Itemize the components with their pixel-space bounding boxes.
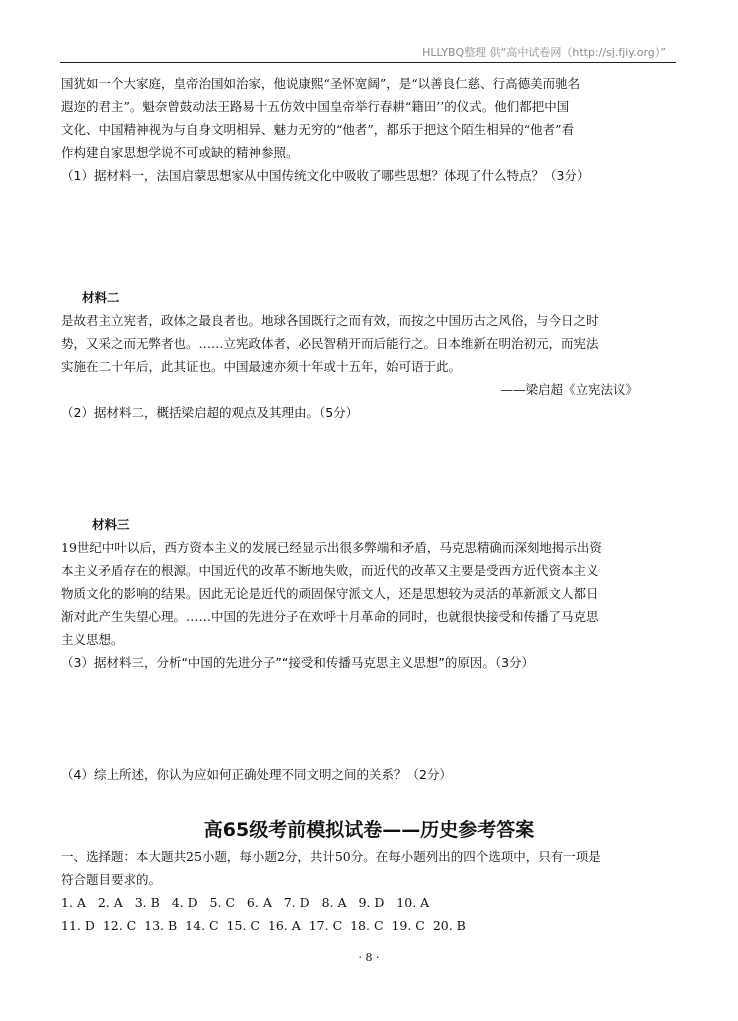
text-line: 势，又采之而无弊者也。……立宪政体者，必民智稍开而后能行之。日本维新在明治初元，而宪法 bbox=[61, 336, 599, 351]
text-line: 国犹如一个大家庭，皇帝治国如治家，他说康熙“圣怀宽阔”，是“以善良仁慈、行高德美而驰名 bbox=[61, 76, 581, 91]
page-header-watermark: HLLYBQ整理 供“高中试卷网（http://sj.fjiy.org）” bbox=[422, 46, 666, 59]
text-line: 是故君主立宪者，政体之最良者也。地球各国既行之而有效，而按之中国历古之风俗，与今日之时 bbox=[61, 313, 599, 328]
answer-section-one bbox=[61, 845, 676, 937]
question-3: （3）据材料三，分析“中国的先进分子”“接受和传播马克思主义思想”的原因。（3分） bbox=[61, 655, 535, 670]
material-two-source: ——梁启超《立宪法议》 bbox=[500, 382, 638, 397]
answer-row: 11. D 12. C 13. B 14. C 15. C 16. A 17. C 18. C 19. C 20. B bbox=[61, 918, 466, 933]
page-number: · 8 · bbox=[358, 951, 380, 964]
text-line: 遐迩的君主”。魁奈曾鼓动法王路易十五仿效中国皇帝举行春耕“籍田’’的仪式。他们都把中国 bbox=[61, 99, 570, 114]
material-two-label: 材料二 bbox=[82, 290, 120, 305]
section-instruction: 一、选择题：本大题共25小题，每小题2分，共计50分。在每小题列出的四个选项中，只有一项是 bbox=[61, 849, 601, 864]
answer-row: 1. A 2. A 3. B 4. D 5. C 6. A 7. D 8. A 9. D 10. A bbox=[61, 895, 430, 910]
question-4: （4）综上所述，你认为应如何正确处理不同文明之间的关系？（2分） bbox=[61, 767, 452, 782]
answer-key-title: 高65级考前模拟试卷——历史参考答案 bbox=[203, 819, 535, 841]
text-line: 主义思想。 bbox=[61, 632, 124, 647]
text-line: 作构建自家思想学说不可或缺的精神参照。 bbox=[61, 145, 299, 160]
material-one-tail bbox=[61, 72, 676, 187]
material-three bbox=[61, 513, 676, 674]
question-4-block bbox=[61, 763, 676, 786]
text-line: 19世纪中叶以后，西方资本主义的发展已经显示出很多弊端和矛盾，马克思精确而深刻地揭示出资 bbox=[61, 540, 602, 555]
text-line: 渐对此产生失望心理。……中国的先进分子在欢呼十月革命的同时，也就很快接受和传播了马克思 bbox=[61, 609, 599, 624]
question-1: （1）据材料一，法国启蒙思想家从中国传统文化中吸收了哪些思想？体现了什么特点？（3分） bbox=[61, 168, 590, 183]
question-2: （2）据材料二，概括梁启超的观点及其理由。（5分） bbox=[61, 405, 359, 420]
text-line: 本主义矛盾存在的根源。中国近代的改革不断地失败，而近代的改革又主要是受西方近代资本主义 bbox=[61, 563, 599, 578]
material-two bbox=[61, 286, 676, 424]
text-line: 物质文化的影响的结果。因此无论是近代的顽固保守派文人，还是思想较为灵活的革新派文人都日 bbox=[61, 586, 599, 601]
section-instruction: 符合题目要求的。 bbox=[61, 872, 162, 887]
material-three-label: 材料三 bbox=[92, 517, 130, 532]
text-line: 实施在二十年后，此其证也。中国最速亦须十年或十五年，始可语于此。 bbox=[61, 359, 462, 374]
header-rule bbox=[60, 62, 676, 63]
text-line: 文化、中国精神视为与自身文明相异、魅力无穷的“他者”，都乐于把这个陌生相异的“他者”看 bbox=[61, 122, 575, 137]
